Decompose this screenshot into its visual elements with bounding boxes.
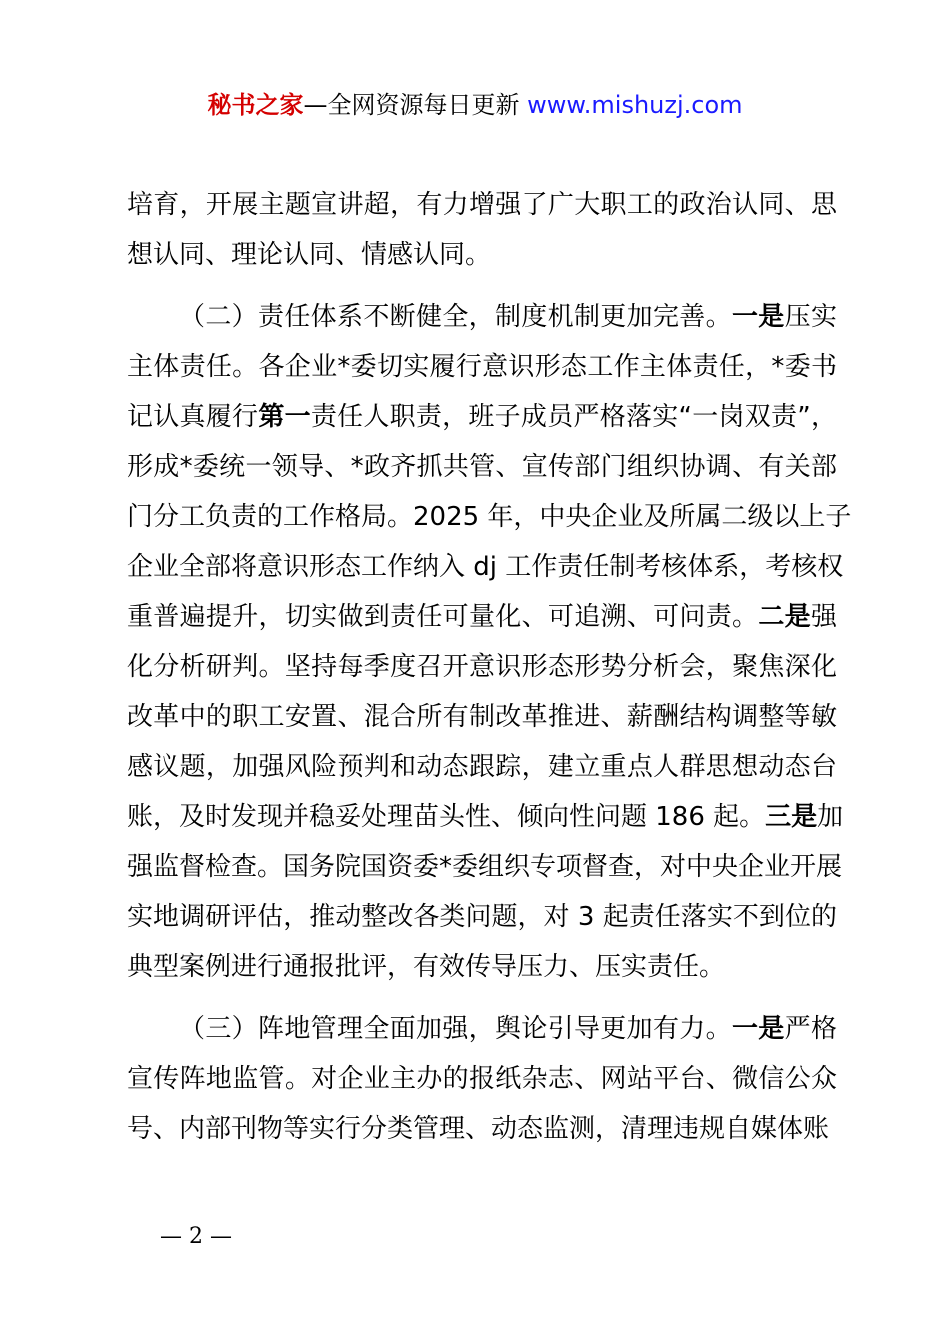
emphasis-text: 三是 [765, 802, 818, 832]
text-line [127, 292, 837, 342]
text-line [127, 342, 837, 392]
text-line [127, 1004, 837, 1054]
text-line [127, 892, 837, 942]
text-line [127, 542, 844, 592]
text-run: 账，及时发现并稳妥处理苗头性、倾向性问题 186 起。 [127, 802, 766, 832]
emphasis-text: 一是 [731, 302, 785, 332]
text-line [127, 230, 837, 280]
text-run: 培育，开展主题宣讲超，有力增强了广大职工的政治认同、思 [127, 190, 837, 220]
text-line [127, 942, 837, 992]
text-run: 形成*委统一领导、*政齐抓共管、宣传部门组织协调、有关部 [127, 452, 837, 482]
text-line [127, 692, 837, 742]
text-run: 想认同、理论认同、情感认同。 [127, 240, 492, 270]
text-run: 企业全部将意识形态工作纳入 dj 工作责任制考核体系，考核权 [127, 552, 844, 582]
text-run: 实地调研评估，推动整改各类问题，对 3 起责任落实不到位的 [127, 902, 837, 932]
text-line [127, 592, 837, 642]
text-run: 责任人职责，班子成员严格落实“一岗双责”， [310, 402, 837, 432]
paragraph [127, 1004, 837, 1154]
site-url-link[interactable]: www.mishuzj.com [527, 91, 743, 119]
text-line [127, 792, 844, 842]
site-tagline: —全网资源每日更新 [303, 91, 528, 119]
text-run: 重普遍提升，切实做到责任可量化、可追溯、可问责。 [127, 602, 759, 632]
text-line [127, 742, 837, 792]
text-run: 感议题，加强风险预判和动态跟踪，建立重点人群思想动态台 [127, 752, 837, 782]
paragraph [127, 180, 837, 280]
document-body [127, 180, 852, 1154]
text-run: 严格 [784, 1014, 837, 1044]
text-run: 强监督检查。国务院国资委*委组织专项督查，对中央企业开展 [127, 852, 843, 882]
paragraph [127, 292, 852, 992]
text-line [127, 1104, 837, 1154]
text-run: （二）责任体系不断健全，制度机制更加完善。 [179, 302, 732, 332]
text-line [127, 392, 837, 442]
text-line [127, 442, 837, 492]
text-run: 记认真履行 [127, 402, 259, 432]
text-run: 号、内部刊物等实行分类管理、动态监测，清理违规自媒体账 [127, 1114, 830, 1144]
text-line [127, 642, 837, 692]
emphasis-text: 二是 [758, 602, 811, 632]
text-run: 化分析研判。坚持每季度召开意识形态形势分析会，聚焦深化 [127, 652, 837, 682]
text-run: 压实 [784, 302, 837, 332]
emphasis-text: 第一 [258, 402, 311, 432]
text-line [127, 1054, 837, 1104]
text-run: 加 [817, 802, 844, 832]
text-line [127, 180, 837, 230]
text-run: 改革中的职工安置、混合所有制改革推进、薪酬结构调整等敏 [127, 702, 837, 732]
text-run: 门分工负责的工作格局。2025 年，中央企业及所属二级以上子 [127, 502, 852, 532]
site-brand: 秘书之家 [207, 91, 304, 119]
text-line [127, 492, 852, 542]
text-run: （三）阵地管理全面加强，舆论引导更加有力。 [179, 1014, 732, 1044]
text-run: 宣传阵地监管。对企业主办的报纸杂志、网站平台、微信公众 [127, 1064, 837, 1094]
page-number: — 2 — [160, 1224, 232, 1249]
text-run: 强 [810, 602, 837, 632]
emphasis-text: 一是 [731, 1014, 785, 1044]
text-run: 主体责任。各企业*委切实履行意识形态工作主体责任，*委书 [127, 352, 837, 382]
site-header [0, 88, 950, 122]
text-run: 典型案例进行通报批评，有效传导压力、压实责任。 [127, 952, 726, 982]
text-line [127, 842, 843, 892]
